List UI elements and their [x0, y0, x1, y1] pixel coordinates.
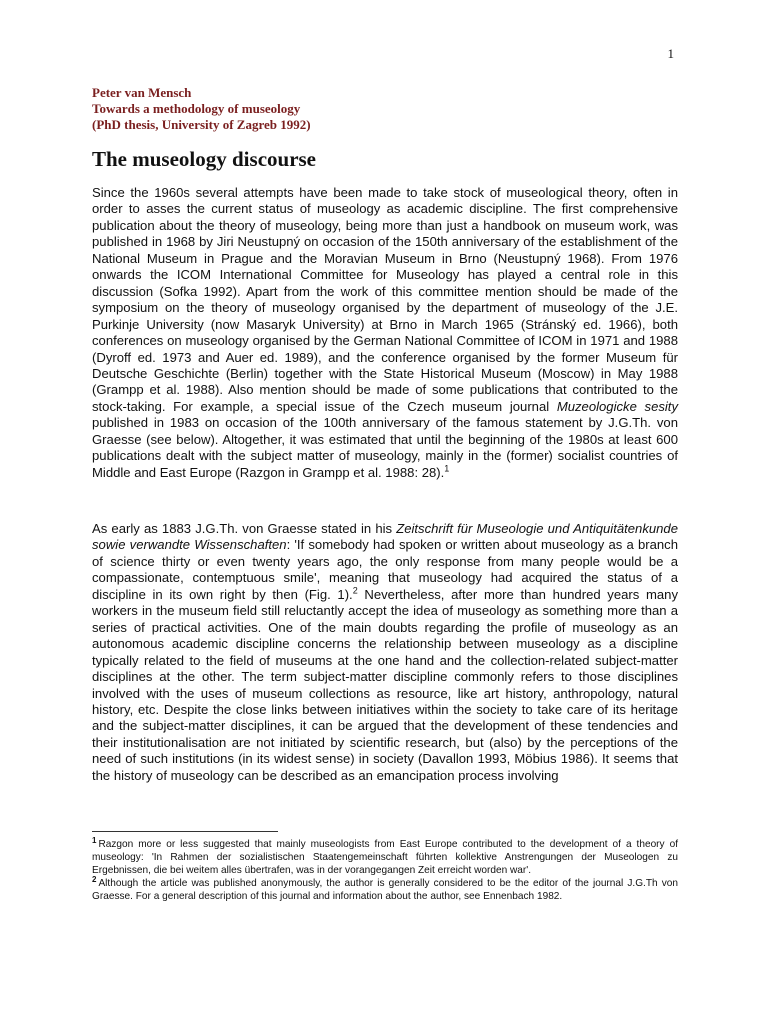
footnote-ref[interactable]: 2 — [352, 585, 358, 596]
body-paragraph-2 — [92, 521, 678, 784]
section-title: The museology discourse — [92, 147, 317, 171]
thesis-note: (PhD thesis, University of Zagreb 1992) — [92, 117, 311, 132]
footnote-text: Although the article was published anonymously, the author is generally considered to be the editor of the journal J.G.Th von Graesse. For a general description of this journal and information about the author, see Ennenbach 1982. — [92, 878, 678, 903]
footnote — [92, 874, 678, 903]
paragraph-text: : 'If somebody had spoken or written about museology as a branch of science thirty or even twenty years ago, the only response from many people would be a compassionate, contemptuous smile', meaning that museology had acquired the status of a discipline in its own right by then (Fig. 1). — [92, 537, 678, 602]
author-name: Peter van Mensch — [92, 85, 192, 100]
footnote-text: Razgon more or less suggested that mainly museologists from East Europe contributed to the development of a theory of museology: 'In Rahmen der sozialistischen Staatengemeinschaft führten kollektive Anstrengungen der Museologen zu Ergebnissen, die bei weitem alles übertrafen, was in der vorangegangen Zeit erreicht worden war'. — [92, 839, 678, 877]
work-title: Towards a methodology of museology — [92, 101, 301, 116]
footnote-mark: 2 — [92, 874, 97, 884]
paragraph-text: Since the 1960s several attempts have been made to take stock of museological theory, often in order to asses the current status of museology as academic discipline. The first comprehensive publication about the theory of museology, being more than just a handbook on museum work, was published in 1968 by Jiri Neustupný on occasion of the 150th anniversary of the establishment of the National Museum in Prague and the Moravian Museum in Brno (Neustupný 1968). From 1976 onwards the ICOM International Committee for Museology has played a central role in this discussion (Sofka 1992). Apart from the work of this committee mention should be made of the symposium on the theory of museology organised by the department of museology of the J.E. Purkinje University (now Masaryk University) at Brno in March 1965 (Stránský ed. 1966), both conferences on museology organised by the German National Committee of ICOM in 1971 and 1988 (Dyroff ed. 1973 and Auer ed. 1989), and the conference organised by the former Museum für Deutsche Geschichte (Berlin) together with the State Historical Museum (Moscow) in May 1988 (Grampp et al. 1988). Also mention should be made of some publications that contributed to the stock-taking. For example, a special issue of the Czech museum journal — [92, 185, 678, 414]
document-header — [92, 85, 692, 133]
paragraph-text: Nevertheless, after more than hundred years many workers in the museum field still reluctantly accept the idea of museology as something more than a series of practical activities. One of the main doubts regarding the profile of museology as an autonomous academic discipline concerns the relationship between museology as a discipline typically related to the field of museums at the one hand and the collection-related subject-matter disciplines at the other. The term subject-matter discipline commonly refers to those disciplines involved with the uses of museum collections as resource, like art history, anthropology, natural history, etc. Despite the close links between initiatives within the society to take care of its heritage and the subject-matter disciplines, it can be argued that the development of these tendencies and their institutionalisation are not initiated by scientific research, but (also) by the perceptions of the need of such institutions (in its widest sense) in society (Davallon 1993, Möbius 1986). It seems that the history of museology can be described as an emancipation process involving — [92, 586, 678, 783]
footnote — [92, 835, 678, 877]
footnote-divider — [92, 831, 278, 832]
journal-title: Muzeologicke sesity — [556, 398, 678, 414]
paragraph-text: As early as 1883 J.G.Th. von Graesse stated in his — [92, 521, 397, 536]
footnotes — [92, 835, 678, 903]
body-paragraph-1 — [92, 185, 678, 481]
journal-title: Zeitschrift für Museologie und Antiquitätenkunde sowie verwandte Wissenschaften — [92, 521, 678, 553]
page-number: 1 — [667, 46, 674, 61]
footnote-mark: 1 — [92, 835, 97, 845]
paragraph-text: published in 1983 on occasion of the 100th anniversary of the famous statement by J.G.Th. von Graesse (see below). Altogether, it was estimated that until the beginning of the 1980s at least 600 publications dealt with the subject matter of museology, mainly in the (former) socialist countries of Middle and East Europe (Razgon in Grampp et al. 1988: 28). — [92, 415, 678, 480]
footnote-ref[interactable]: 1 — [444, 463, 450, 474]
